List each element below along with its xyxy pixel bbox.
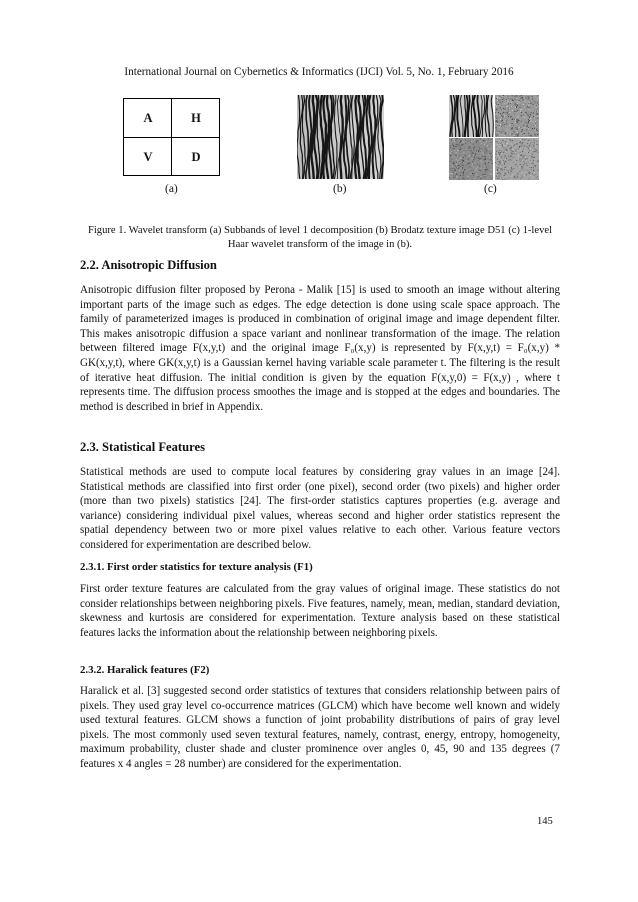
section-heading-2-3: 2.3. Statistical Features bbox=[80, 440, 205, 454]
section-heading-2-2: 2.2. Anisotropic Diffusion bbox=[80, 258, 217, 272]
section-heading-2-3-2: 2.3.2. Haralick features (F2) bbox=[80, 664, 210, 676]
figure-1 bbox=[0, 95, 638, 205]
figure-label-c: (c) bbox=[484, 183, 497, 195]
subband-h: H bbox=[191, 110, 201, 125]
subband-grid bbox=[123, 98, 220, 176]
figure-caption: Figure 1. Wavelet transform (a) Subbands of level 1 decomposition (b) Brodatz texture image D51 (c) 1-level Haar wavelet transform of the image in (b). bbox=[87, 225, 553, 250]
page-number: 145 bbox=[537, 816, 553, 827]
paragraph-haralick-features: Haralick et al. [3] suggested second order statistics of textures that considers relationship between pairs of pixels. They used gray level co-occurrence matrices (GLCM) which have become well known and widely used textural features. GLCM shows a function of joint probability distributions of pairs of gray level pixels. The most commonly used seven textural features, namely, contrast, energy, entropy, homogeneity, maximum probability, cluster shade and cluster prominence over angles 0, 45, 90 and 135 degrees (7 features x 4 angles = 28 number) are considered for the experimentation. bbox=[80, 685, 560, 770]
paragraph-statistical-features: Statistical methods are used to compute local features by considering gray values in an image [24]. Statistical methods are classified into first order (one pixel), second order (two pixels) and higher order (more than two pixels) statistics [24]. The first-order statistics captures properties (e.g. average and variance) considering individual pixel values, whereas second and higher order statistics represent the spatial dependency between two or more pixel values relative to each other. Various feature vectors considered for experimentation are described below. bbox=[80, 466, 560, 551]
brodatz-texture-image bbox=[297, 95, 384, 179]
paragraph-anisotropic-diffusion: Anisotropic diffusion filter proposed by Perona - Malik [15] is used to smooth an image without altering important parts of the image such as edges. The edge detection is done using scale space approach. The family of parameterized images is produced in combination of original image and image dependent filter. This makes anisotropic diffusion a space variant and nonlinear transformation of the image. The relation between filtered image F(x,y,t) and the original image F₀(x,y) is represented by F(x,y,t) = F₀(x,y) * GK(x,y,t), where GK(x,y,t) is a Gaussian kernel having variable scale parameter t. The filtering is the result of iterative heat diffusion. The initial condition is given by the equation F(x,y,0) = F(x,y) , where t represents time. The diffusion process smoothes the image and is stopped at the edges and boundaries. The method is described in brief in Appendix. bbox=[80, 284, 560, 413]
running-header: International Journal on Cybernetics & Informatics (IJCI) Vol. 5, No. 1, February 2016 bbox=[124, 66, 514, 78]
subband-v: V bbox=[143, 149, 153, 164]
section-heading-2-3-1: 2.3.1. First order statistics for texture analysis (F1) bbox=[80, 561, 313, 573]
figure-label-b: (b) bbox=[333, 183, 347, 195]
haar-transform-image bbox=[449, 95, 539, 180]
subband-a: A bbox=[143, 110, 153, 125]
paragraph-first-order-statistics: First order texture features are calculated from the gray values of original image. These statistics do not consider relationships between neighboring pixels. Five features, namely, mean, median, standard deviation, skewness and kurtosis are considered for experimentation. Texture analysis based on these statistical features lacks the information about the relationship between neighboring pixels. bbox=[80, 583, 560, 639]
subband-d: D bbox=[191, 149, 201, 164]
figure-label-a: (a) bbox=[165, 183, 178, 195]
